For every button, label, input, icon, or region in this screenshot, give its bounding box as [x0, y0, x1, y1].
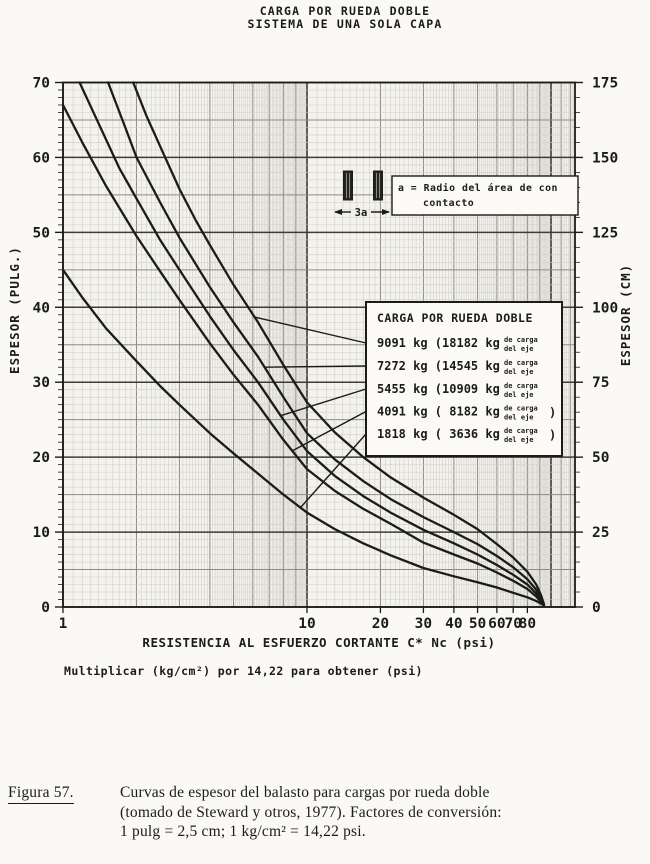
chart-title-line2: SISTEMA DE UNA SOLA CAPA	[247, 17, 443, 31]
dual-wheel-symbol	[374, 171, 383, 200]
y-axis-right-tick-label: 100	[592, 300, 619, 317]
figure-caption-text	[120, 783, 642, 842]
x-axis-tick-label: 30	[414, 616, 433, 632]
legend-entry-close-paren: )	[549, 428, 557, 442]
caption-line: 1 pulg = 2,5 cm; 1 kg/cm² = 14,22 psi.	[120, 823, 366, 840]
y-axis-right-title: ESPESOR (CM)	[618, 263, 633, 367]
x-axis-tick-label: 40	[445, 616, 463, 632]
y-axis-left-title: ESPESOR (PULG.)	[7, 246, 22, 374]
legend-entry-sub1: de carga	[504, 359, 538, 367]
y-axis-right-tick-label: 50	[592, 450, 610, 467]
chart-title-line1: CARGA POR RUEDA DOBLE	[259, 4, 431, 18]
legend-entry-load: 7272 kg (14545 kg	[377, 359, 500, 373]
legend-entry-load: 5455 kg (10909 kg	[377, 382, 500, 396]
y-axis-left-tick-label: 10	[32, 525, 50, 542]
legend-entry-load: 1818 kg ( 3636 kg	[377, 427, 500, 441]
legend-box	[366, 302, 562, 456]
y-axis-left-tick-label: 0	[41, 600, 50, 616]
y-axis-right-tick-label: 125	[592, 225, 619, 242]
legend-entry-sub2: del eje	[504, 345, 534, 353]
legend-entry-sub2: del eje	[504, 368, 534, 376]
caption-line: Curvas de espesor del balasto para cargas por rueda doble	[120, 784, 490, 801]
x-axis-tick-label: 70	[504, 616, 522, 632]
x-axis-tick-label: 80	[518, 616, 537, 632]
y-axis-left-tick-label: 70	[32, 75, 50, 92]
y-axis-right-tick-label: 25	[592, 525, 610, 542]
annotation-line1: a = Radio del área de con	[398, 183, 558, 194]
conversion-note: Multiplicar (kg/cm²) por 14,22 para obtener (psi)	[64, 664, 423, 678]
y-axis-left-tick-label: 30	[32, 375, 50, 392]
x-axis	[59, 607, 536, 632]
y-axis-right-tick-label: 0	[592, 600, 601, 616]
annotation-line2: contacto	[423, 198, 475, 209]
x-axis-tick-label: 50	[468, 616, 487, 632]
annotation-text-box	[392, 176, 578, 215]
y-axis-right-tick-label: 150	[592, 150, 619, 167]
x-axis-tick-label: 20	[371, 616, 390, 632]
dim-label-3a: 3a	[354, 207, 368, 219]
x-axis-tick-label: 60	[488, 616, 506, 632]
legend-entry-sub1: de carga	[504, 382, 538, 390]
figure-number-label: Figura 57.	[8, 783, 74, 804]
legend-entry-load: 9091 kg (18182 kg	[377, 336, 500, 350]
y-axis-right-tick-label: 175	[592, 75, 619, 92]
y-axis-left-tick-label: 20	[32, 450, 50, 467]
legend-entry-sub2: del eje	[504, 436, 534, 444]
legend-entry-load: 4091 kg ( 8182 kg	[377, 404, 500, 419]
legend-entry-sub1: de carga	[504, 404, 538, 413]
x-axis-title: RESISTENCIA AL ESFUERZO CORTANTE C* Nc (psi)	[142, 635, 496, 650]
x-axis-tick-label: 10	[298, 616, 316, 632]
y-axis-left-tick-label: 40	[32, 300, 50, 317]
y-axis-left	[33, 76, 63, 617]
legend-entry-sub2: del eje	[504, 391, 534, 399]
y-axis-left-tick-label: 50	[32, 225, 50, 242]
legend-entry-sub1: de carga	[504, 336, 538, 344]
y-axis-right-tick-label: 75	[592, 375, 610, 392]
legend-entry-sub1: de carga	[504, 427, 538, 435]
dual-wheel-symbol	[344, 171, 353, 200]
legend-title: CARGA POR RUEDA DOBLE	[377, 311, 533, 325]
legend-entry-sub2: del eje	[504, 413, 534, 422]
y-axis-right	[575, 76, 618, 617]
legend-entry-close-paren: )	[549, 405, 557, 420]
caption-line: (tomado de Steward y otros, 1977). Factores de conversión:	[120, 803, 502, 821]
x-axis-tick-label: 1	[58, 616, 68, 632]
y-axis-left-tick-label: 60	[32, 150, 50, 167]
